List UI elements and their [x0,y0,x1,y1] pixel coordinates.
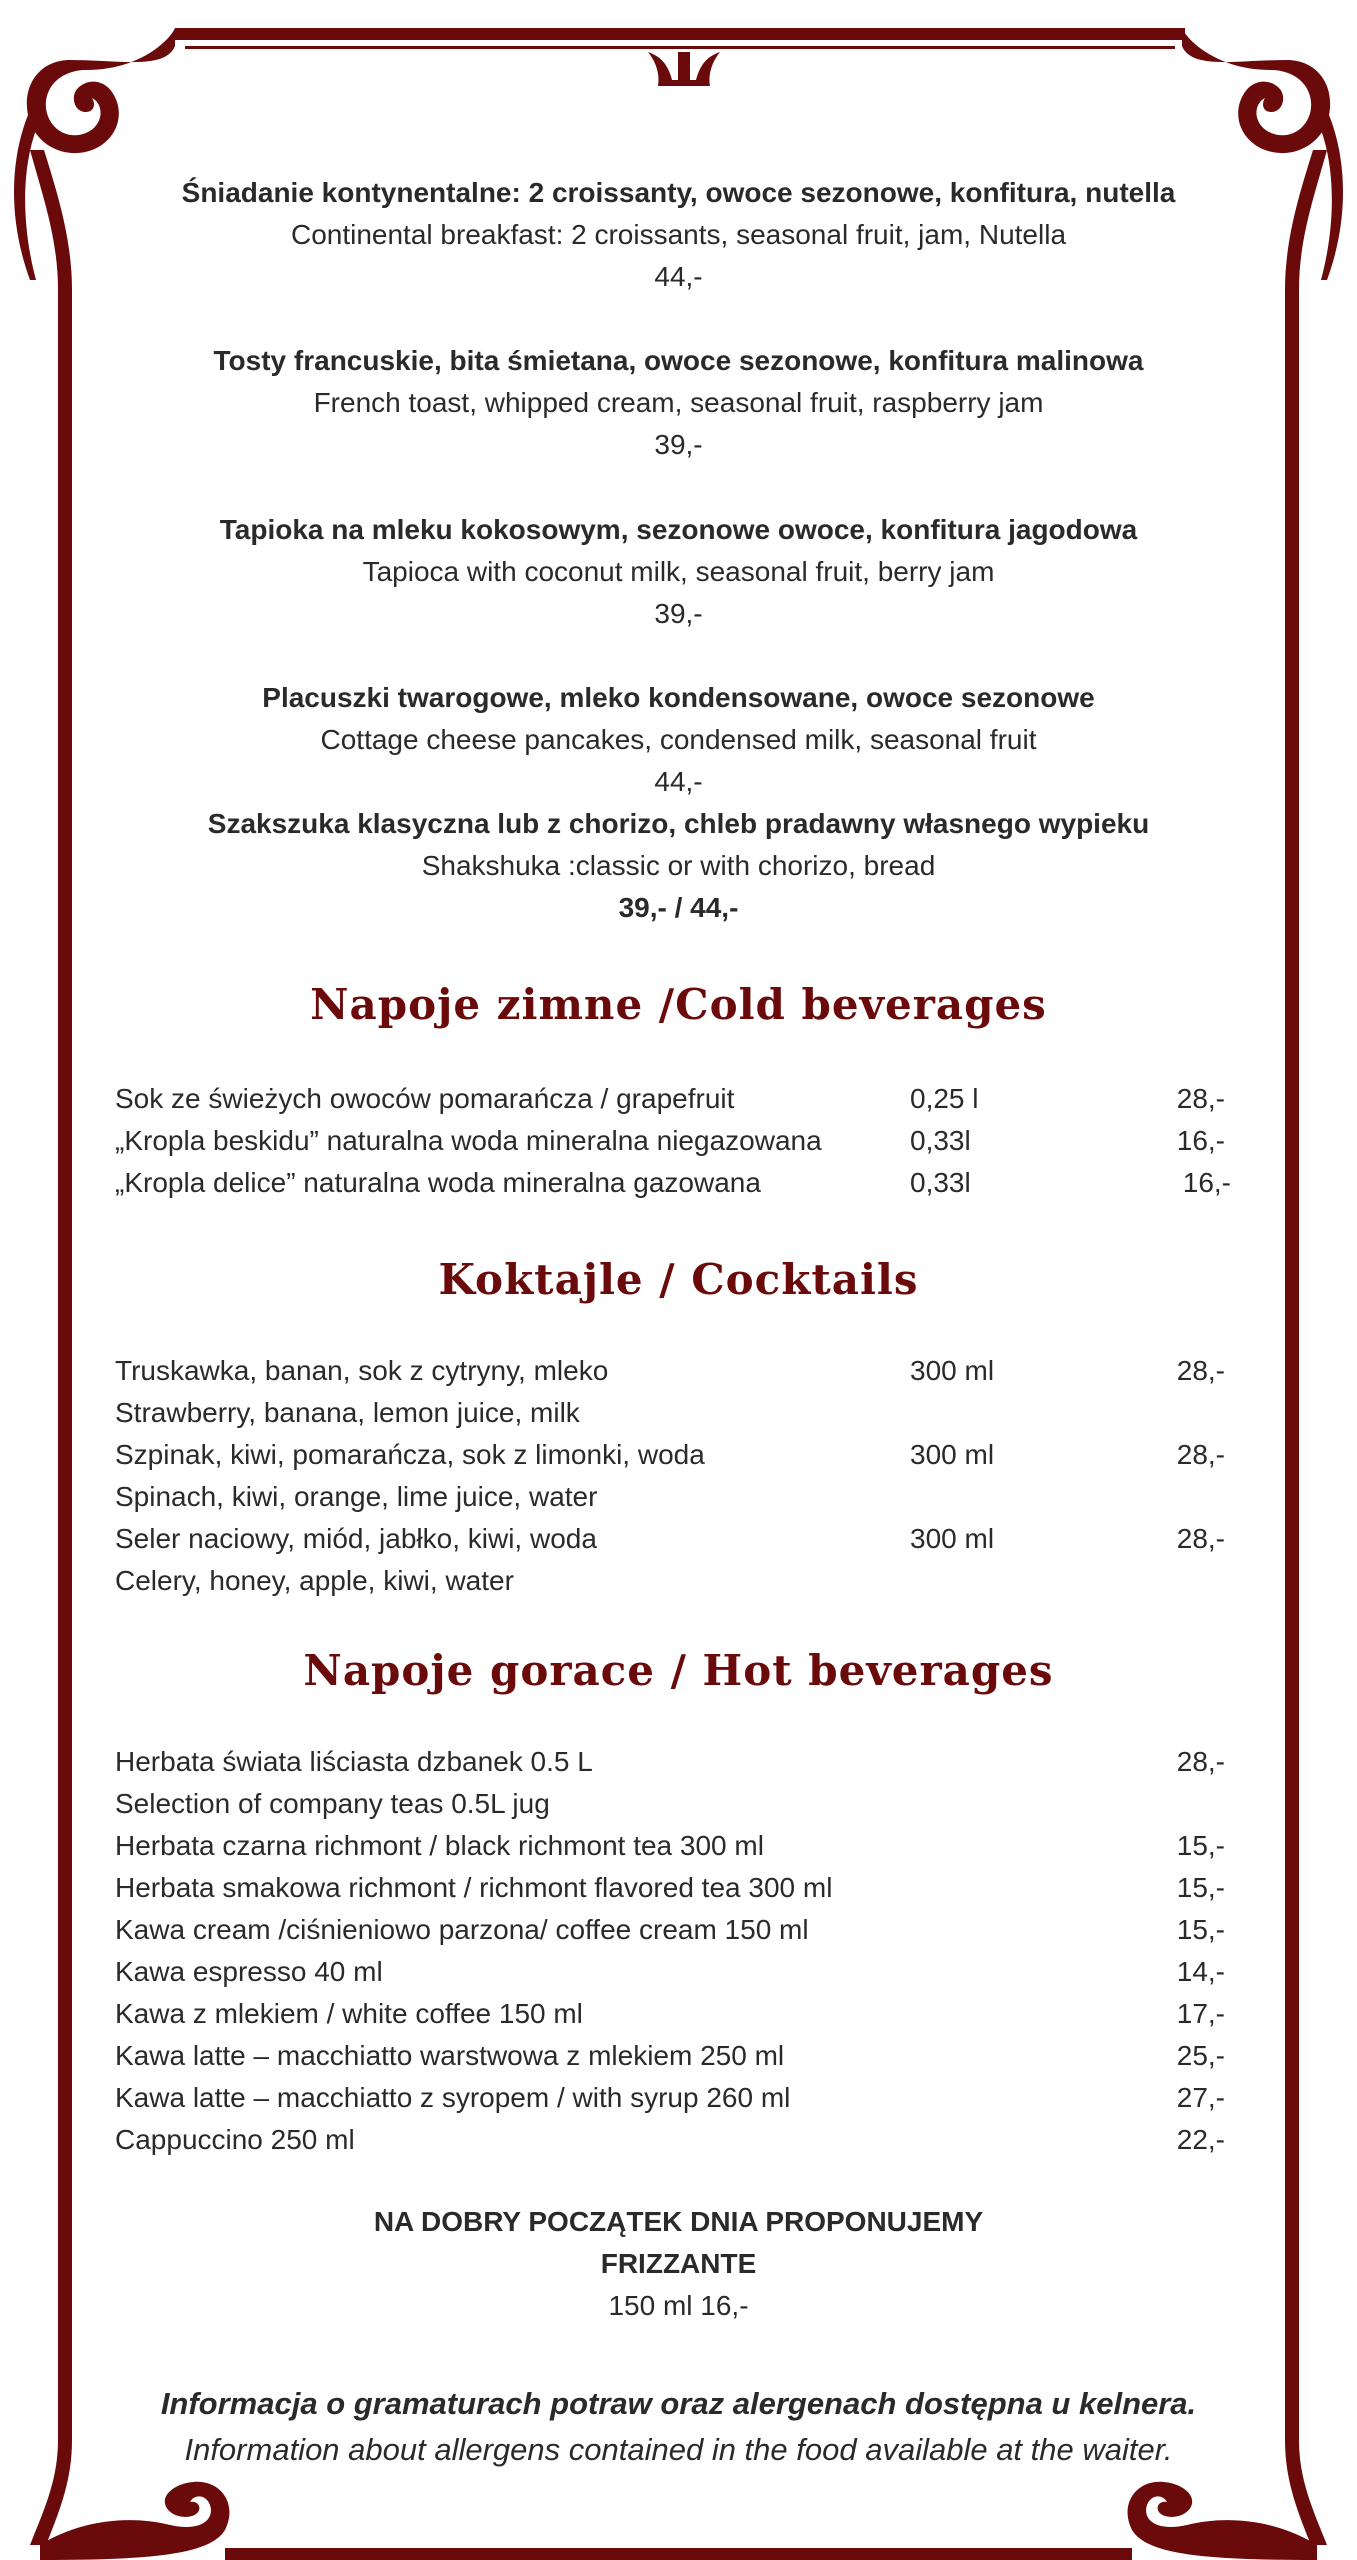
item-volume: 300 ml [910,1439,995,1470]
item-name: Herbata czarna richmont / black richmont tea 300 ml [115,1830,764,1861]
promo-price: 150 ml 16,- [608,2290,749,2321]
dish-name-pl: Tapioka na mleku kokosowym, sezonowe owoce, konfitura jagodowa [219,514,1138,545]
dish-price: 44,- [654,261,703,292]
dish-name-pl: Placuszki twarogowe, mleko kondensowane, owoce sezonowe [262,682,1095,713]
dish-price: 44,- [654,766,703,797]
menu-row-translation [115,1476,1225,1518]
item-name: Herbata smakowa richmont / richmont flavored tea 300 ml [115,1872,833,1903]
item-price: 14,- [1176,1956,1225,1987]
item-name: „Kropla beskidu” naturalna woda mineralna niegazowana [115,1125,822,1156]
item-price: 16,- [1176,1125,1225,1156]
dish-name-en: French toast, whipped cream, seasonal fruit, raspberry jam [313,387,1044,418]
allergen-note [0,2381,1357,2473]
item-name: Kawa espresso 40 ml [115,1956,383,1987]
dish-french-toast [0,340,1357,466]
dish-name-en: Continental breakfast: 2 croissants, seasonal fruit, jam, Nutella [290,219,1067,250]
item-name: Kawa z mlekiem / white coffee 150 ml [115,1998,583,2029]
menu-row [115,1909,1225,1951]
item-name-en: Spinach, kiwi, orange, lime juice, water [115,1481,598,1512]
item-price: 15,- [1176,1914,1225,1945]
section-heading-cold-beverages: Napoje zimne /Cold beverages [310,980,1047,1029]
menu-row [115,2119,1225,2161]
dish-name-en: Tapioca with coconut milk, seasonal fruit, berry jam [362,556,995,587]
dish-price: 39,- / 44,- [618,892,739,923]
menu-row [115,1825,1225,1867]
item-name: Szpinak, kiwi, pomarańcza, sok z limonki, woda [115,1439,705,1470]
menu-row [115,1951,1225,1993]
item-name: Cappuccino 250 ml [115,2124,355,2155]
item-price: 17,- [1176,1998,1225,2029]
item-name-en: Celery, honey, apple, kiwi, water [115,1565,514,1596]
item-price: 28,- [1176,1355,1225,1386]
dish-name-en: Shakshuka :classic or with chorizo, bread [421,850,936,881]
item-volume: 300 ml [910,1355,995,1386]
menu-row-translation [115,1560,1225,1602]
menu-row [115,1783,1225,1825]
menu-row [115,2035,1225,2077]
menu-row-translation [115,1392,1225,1434]
section-heading-hot-beverages: Napoje gorace / Hot beverages [303,1646,1054,1695]
promo-block [0,2201,1357,2327]
dish-price: 39,- [654,598,703,629]
allergen-note-pl: Informacja o gramaturach potraw oraz alergenach dostępna u kelnera. [160,2386,1197,2421]
menu-row [115,1434,1225,1476]
menu-row [115,1350,1225,1392]
item-name: Kawa latte – macchiatto z syropem / with syrup 260 ml [115,2082,791,2113]
item-name: Kawa cream /ciśnieniowo parzona/ coffee cream 150 ml [115,1914,809,1945]
item-volume: 300 ml [910,1523,995,1554]
dish-shakshuka [0,803,1357,929]
dish-tapioca [0,509,1357,635]
menu-row [115,1078,1225,1120]
menu-row [115,2077,1225,2119]
item-price: 28,- [1176,1439,1225,1470]
section-heading-cocktails: Koktajle / Cocktails [438,1255,919,1304]
item-price: 28,- [1176,1523,1225,1554]
allergen-note-en: Information about allergens contained in the food available at the waiter. [184,2432,1173,2467]
item-price: 28,- [1176,1746,1225,1777]
dish-name-pl: Śniadanie kontynentalne: 2 croissanty, owoce sezonowe, konfitura, nutella [181,177,1176,208]
promo-product: FRIZZANTE [600,2248,757,2279]
item-name: Selection of company teas 0.5L jug [115,1788,550,1819]
menu-row [115,1120,1225,1162]
menu-row [115,1741,1225,1783]
item-price: 27,- [1176,2082,1225,2113]
item-volume: 0,25 l [910,1083,979,1114]
item-price: 28,- [1176,1083,1225,1114]
menu-row [115,1518,1225,1560]
menu-row [115,1993,1225,2035]
menu-row [115,1867,1225,1909]
item-name-en: Strawberry, banana, lemon juice, milk [115,1397,580,1428]
item-price: 22,- [1176,2124,1225,2155]
item-volume: 0,33l [910,1167,971,1198]
dish-continental-breakfast [0,172,1357,298]
item-name: Sok ze świeżych owoców pomarańcza / grapefruit [115,1083,735,1114]
item-name: „Kropla delice” naturalna woda mineralna gazowana [115,1167,761,1198]
item-price: 16,- [1182,1167,1231,1198]
item-name: Truskawka, banan, sok z cytryny, mleko [115,1355,609,1386]
item-name: Kawa latte – macchiatto warstwowa z mlekiem 250 ml [115,2040,785,2071]
item-name: Herbata świata liściasta dzbanek 0.5 L [115,1746,593,1777]
dish-name-pl: Szakszuka klasyczna lub z chorizo, chleb pradawny własnego wypieku [207,808,1150,839]
menu-row [115,1162,1231,1204]
item-price: 15,- [1176,1872,1225,1903]
promo-headline: NA DOBRY POCZĄTEK DNIA PROPONUJEMY [373,2206,984,2237]
dish-cottage-cheese-pancakes [0,677,1357,803]
item-volume: 0,33l [910,1125,971,1156]
item-name: Seler naciowy, miód, jabłko, kiwi, woda [115,1523,597,1554]
dish-name-pl: Tosty francuskie, bita śmietana, owoce sezonowe, konfitura malinowa [213,345,1144,376]
dish-price: 39,- [654,429,703,460]
dish-name-en: Cottage cheese pancakes, condensed milk, seasonal fruit [320,724,1037,755]
item-price: 15,- [1176,1830,1225,1861]
item-price: 25,- [1176,2040,1225,2071]
